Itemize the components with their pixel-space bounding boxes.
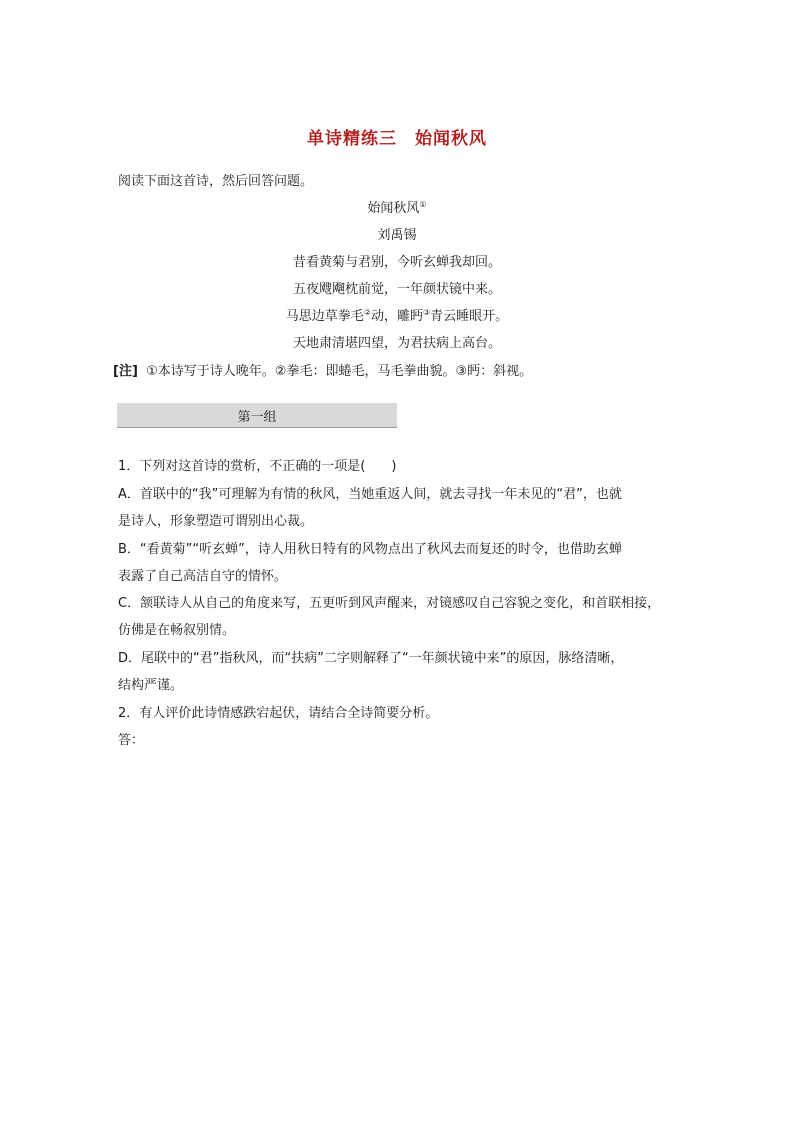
title-part-1: 单诗精练三 bbox=[307, 129, 397, 149]
poem-line-3-c: 青云睡眼开。 bbox=[430, 309, 509, 324]
option-c-line-1: C．颔联诗人从自己的角度来写，五更听到风声醒来，对镜感叹自己容貌之变化，和首联相接， bbox=[118, 596, 661, 611]
poem-title-text: 始闻秋风 bbox=[367, 201, 420, 216]
note-mark-2: ② bbox=[363, 308, 371, 317]
poem-line-3-a: 马思边草拳毛 bbox=[285, 309, 364, 324]
poem-note bbox=[113, 363, 532, 381]
intro-instruction: 阅读下面这首诗，然后回答问题。 bbox=[118, 174, 314, 189]
question-2: 2．有人评价此诗情感跌宕起伏，请结合全诗简要分析。 bbox=[118, 706, 439, 721]
option-b-line-1: B．“看黄菊”“听玄蝉”，诗人用秋日特有的风物点出了秋风去而复还的时令，也借助玄蝉 bbox=[118, 542, 622, 557]
title-part-2: 始闻秋风 bbox=[415, 129, 487, 149]
note-mark-3: ③ bbox=[423, 308, 431, 317]
poem-line-3-b: 动，雕眄 bbox=[370, 309, 423, 324]
note-text: ①本诗写于诗人晚年。②拳毛：即蜷毛，马毛拳曲貌。③眄：斜视。 bbox=[146, 364, 533, 379]
poem-line-3 bbox=[0, 308, 794, 326]
poem-line-2: 五夜飕飗枕前觉，一年颜状镜中来。 bbox=[292, 282, 501, 297]
option-d-line-1: D．尾联中的“君”指秋风，而“扶病”二字则解释了“一年颜状镜中来”的原因，脉络清晰， bbox=[118, 651, 624, 666]
option-d-line-2: 结构严谨。 bbox=[118, 678, 184, 693]
option-a-line-2: 是诗人，形象塑造可谓别出心裁。 bbox=[118, 514, 314, 529]
answer-label: 答： bbox=[118, 733, 145, 748]
section-header bbox=[117, 403, 397, 428]
poem-title-note-mark: ① bbox=[419, 200, 427, 209]
question-1: 1．下列对这首诗的赏析，不正确的一项是( ) bbox=[118, 459, 397, 474]
option-a-line-1: A．首联中的“我”可理解为有情的秋风，当她重返人间，就去寻找一年未见的“君”，也就 bbox=[118, 487, 622, 502]
option-b-line-2: 表露了自己高洁自守的情怀。 bbox=[118, 569, 288, 584]
poem-author: 刘禹锡 bbox=[377, 228, 417, 243]
page-title bbox=[0, 124, 794, 149]
note-bracket: [注] bbox=[113, 364, 138, 379]
option-c-line-2: 仿佛是在畅叙别情。 bbox=[118, 623, 236, 638]
poem-line-4: 天地肃清堪四望，为君扶病上高台。 bbox=[292, 336, 501, 351]
poem-line-1: 昔看黄菊与君别，今听玄蝉我却回。 bbox=[292, 255, 501, 270]
section-label: 第一组 bbox=[237, 410, 277, 425]
poem-title bbox=[0, 200, 794, 218]
